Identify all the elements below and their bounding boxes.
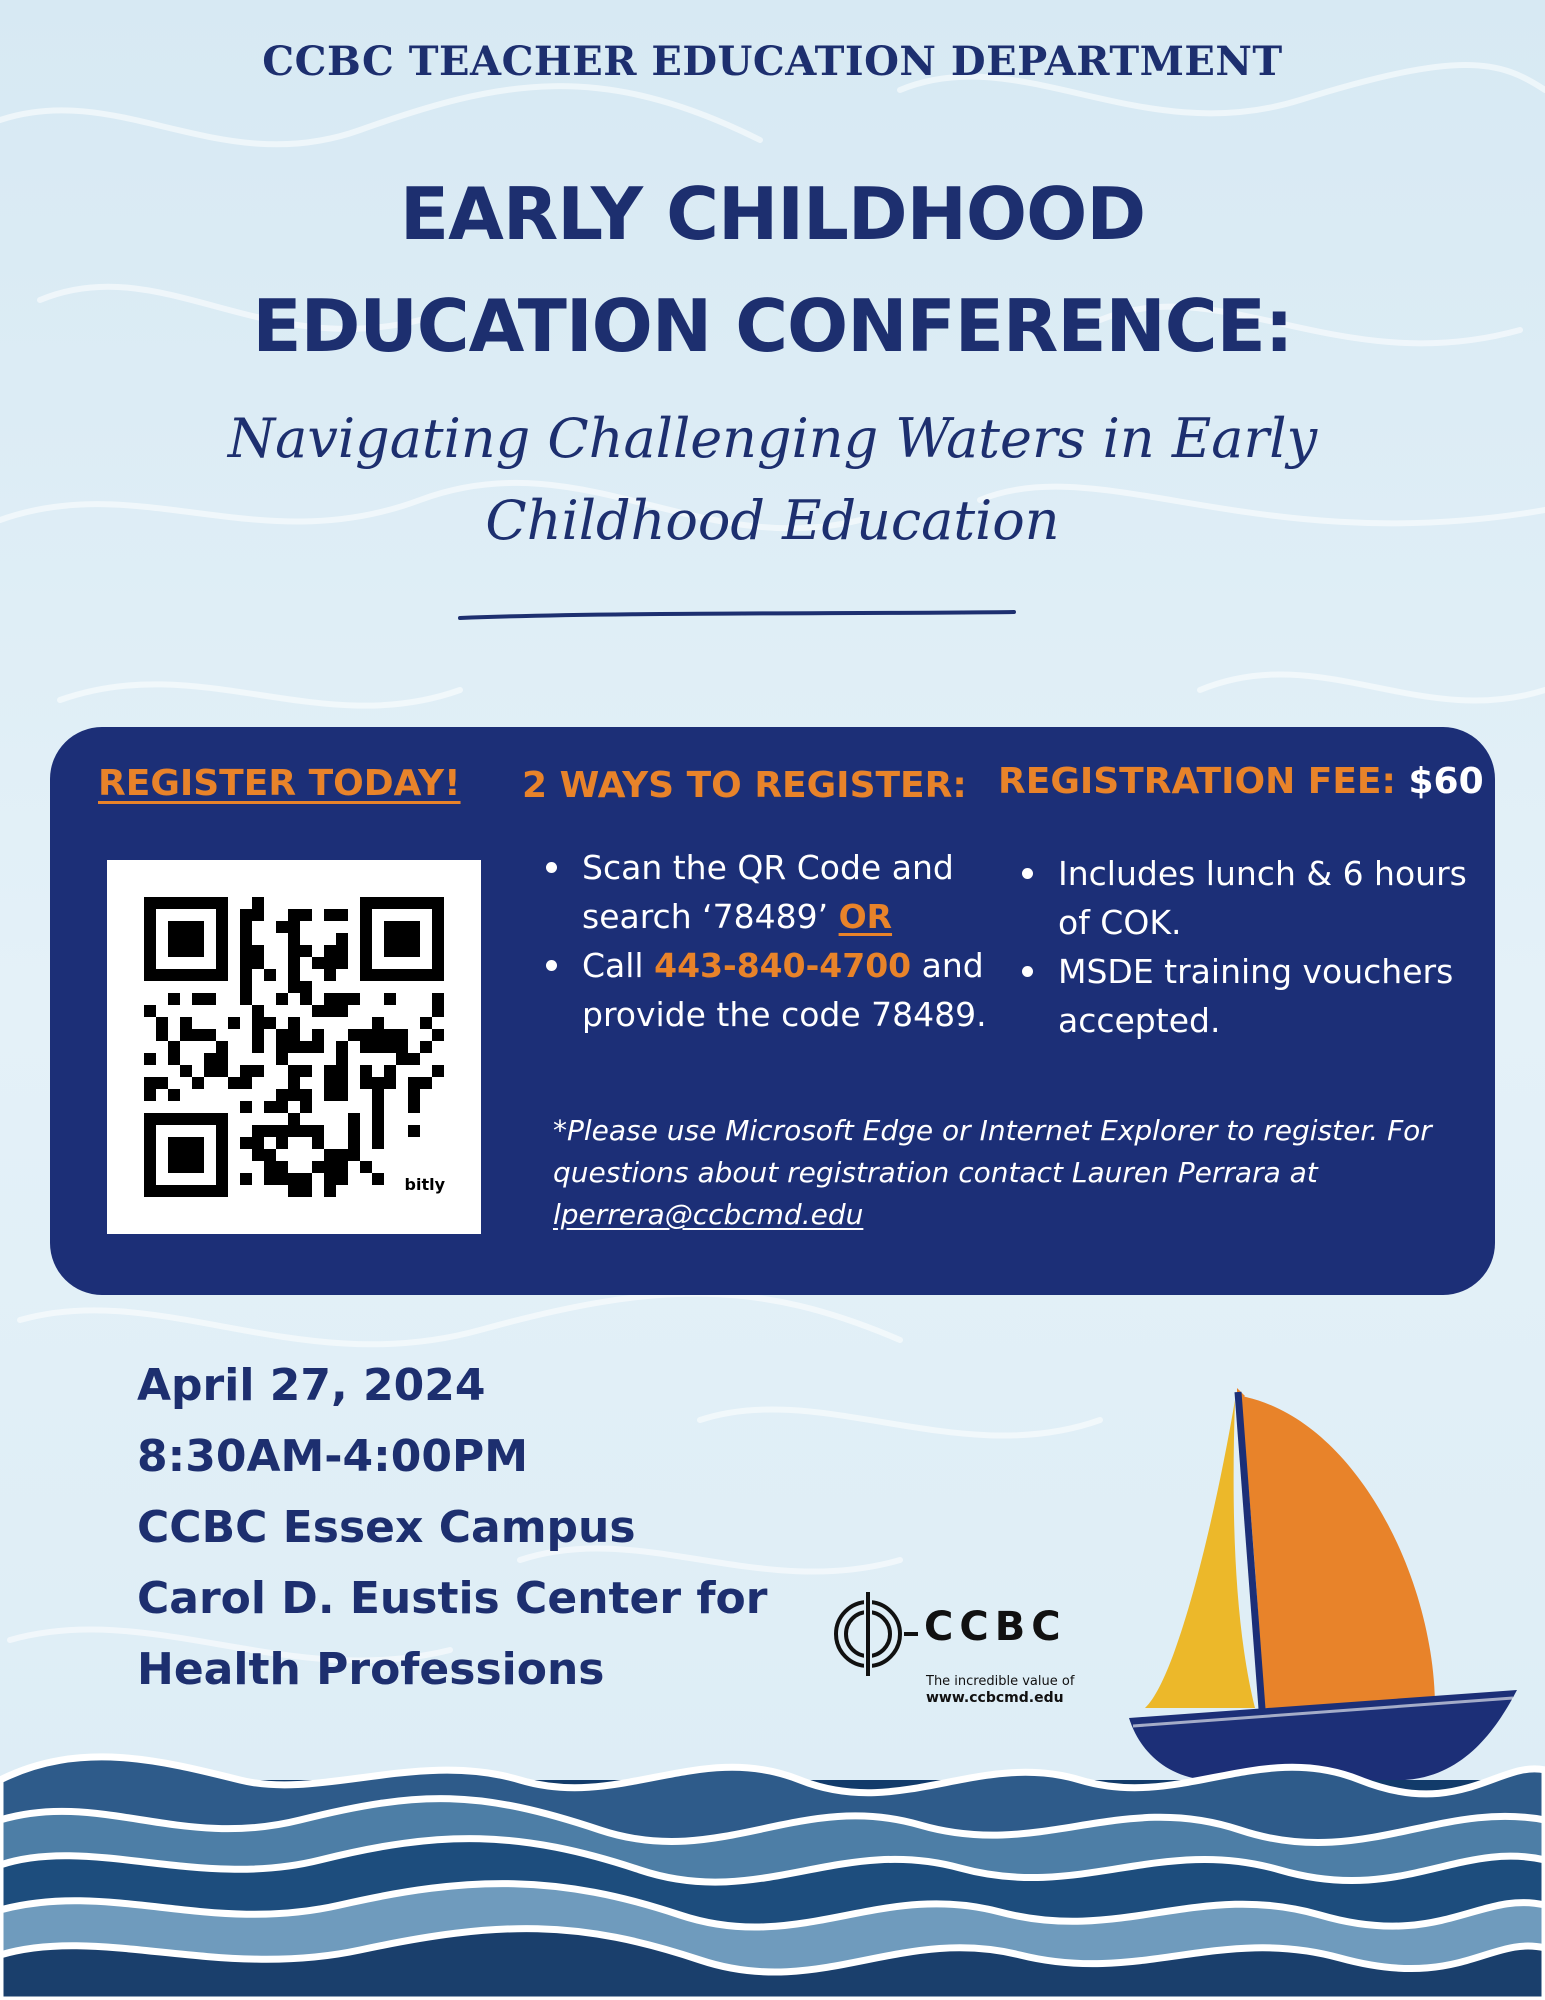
method-call-prefix: Call [582,946,644,985]
event-campus: CCBC Essex Campus [137,1502,636,1553]
sailboat-icon [1125,1378,1525,1788]
list-item [538,843,988,941]
event-date: April 27, 2024 [137,1360,486,1411]
conference-title [0,158,1545,382]
registration-fee-heading [998,761,1484,802]
qr-code[interactable] [107,860,481,1234]
divider-rule [458,606,1018,626]
subtitle-line-2: Childhood Education [485,489,1060,552]
registration-panel [50,727,1495,1295]
event-venue-line-1: Carol D. Eustis Center for [137,1573,768,1624]
or-label: OR [838,897,893,936]
note-text: *Please use Microsoft Edge or Internet Explorer to register. For questions about registration contact Lauren Perrara at [553,1114,1432,1189]
ccbc-logo [820,1590,1100,1710]
event-venue-line-2: Health Professions [137,1644,605,1695]
logo-tagline: The incredible value of [926,1674,1075,1689]
logo-url: www.ccbcmd.edu [926,1690,1064,1706]
register-methods-list [538,843,988,1039]
department-heading: CCBC TEACHER EDUCATION DEPARTMENT [262,38,1283,85]
event-time: 8:30AM-4:00PM [137,1431,529,1482]
fee-amount: $60 [1408,761,1484,802]
ccbc-logo-icon [820,1590,920,1690]
register-today-link[interactable]: REGISTER TODAY! [98,763,461,804]
fee-details-list [1014,849,1484,1045]
title-line-1: EARLY CHILDHOOD [399,172,1146,256]
fee-label: REGISTRATION FEE: [998,761,1396,802]
list-item: MSDE training vouchers accepted. [1014,947,1484,1045]
list-item [538,941,988,1039]
method-scan-text: Scan the QR Code and search ‘78489’ [582,848,954,936]
logo-name: CCBC [924,1604,1067,1650]
list-item: Includes lunch & 6 hours of COK. [1014,849,1484,947]
registration-note [553,1110,1433,1236]
phone-number[interactable]: 443-840-4700 [654,946,912,985]
subtitle-line-1: Navigating Challenging Waters in Early [227,407,1318,470]
contact-email-link[interactable]: lperrera@ccbcmd.edu [553,1198,864,1231]
method-call-suffix: and provide the code 78489. [582,946,987,1034]
qr-brand-label: bitly [404,1175,445,1194]
event-details [137,1350,767,1705]
waves-decoration [0,1740,1545,2000]
ways-to-register-heading: 2 WAYS TO REGISTER: [522,765,967,806]
conference-subtitle [200,398,1345,562]
title-line-2: EDUCATION CONFERENCE: [252,284,1293,368]
